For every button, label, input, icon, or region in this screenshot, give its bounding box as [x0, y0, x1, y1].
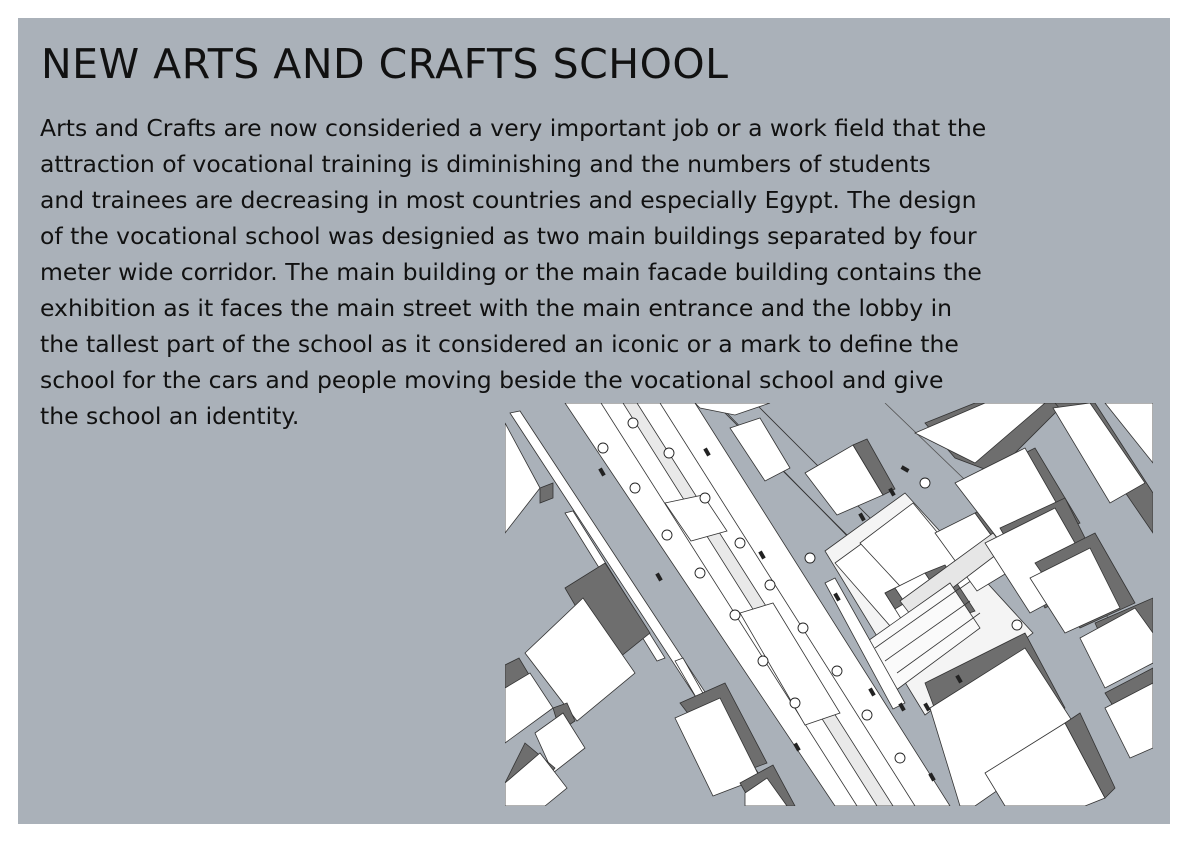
- paragraph-line: school for the cars and people moving beside the vocational school and give: [40, 366, 944, 394]
- site-plan-drawing: [505, 403, 1153, 806]
- document-title: NEW ARTS AND CRAFTS SCHOOL: [41, 40, 729, 88]
- paragraph-line: exhibition as it faces the main street with the main entrance and the lobby in: [40, 294, 953, 322]
- paragraph-line: meter wide corridor. The main building or the main facade building contains the: [40, 258, 982, 286]
- paragraph-line: Arts and Crafts are now consideried a very important job or a work field that the: [40, 114, 987, 142]
- paragraph-line: the tallest part of the school as it considered an iconic or a mark to define the: [40, 330, 959, 358]
- document-panel: [18, 18, 1170, 824]
- paragraph-line: attraction of vocational training is diminishing and the numbers of students: [40, 150, 931, 178]
- paragraph-line: of the vocational school was designied as two main buildings separated by four: [40, 222, 977, 250]
- description-paragraph: [40, 110, 1170, 434]
- paragraph-line: and trainees are decreasing in most countries and especially Egypt. The design: [40, 186, 977, 214]
- paragraph-line: the school an identity.: [40, 402, 300, 430]
